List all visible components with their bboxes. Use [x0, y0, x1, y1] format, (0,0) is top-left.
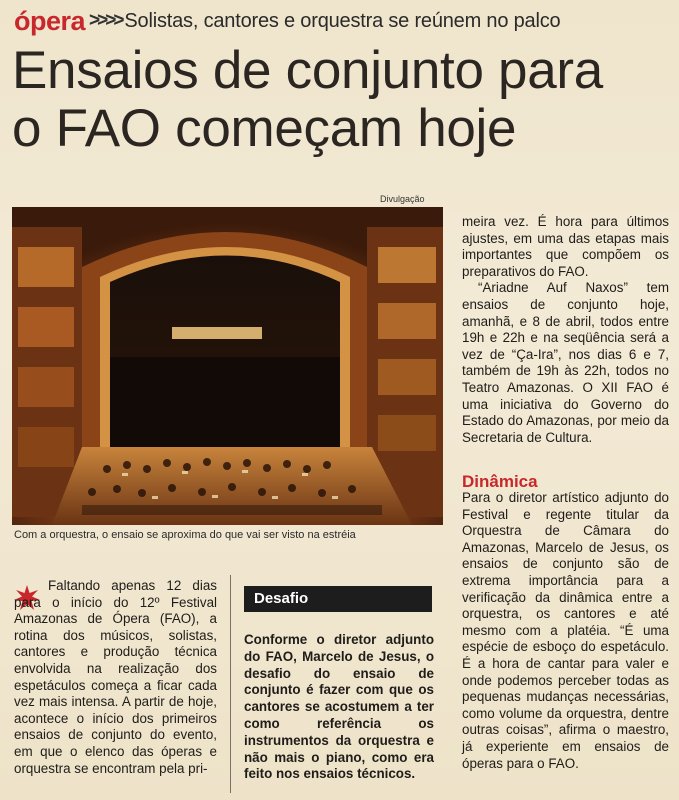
kicker-arrows: >>>> [89, 10, 122, 31]
schedule-paragraph: “Ariadne Auf Naxos” tem ensaios de conjunto hoje, amanhã, e 8 de abril, todos entre 19h e 22h e na seqüência será a vez de “Ça-Ira”, nos dias 6 e 7, também de 19h às 22h, todos no Teatro Amazonas. O XII FAO é uma iniciativa do Governo do Estado do Amazonas, por meio da Secretaria de Cultura. [462, 280, 669, 445]
right-column-top [462, 214, 669, 446]
headline-line-1: Ensaios de conjunto para [12, 41, 603, 100]
photo-caption: Com a orquestra, o ensaio se aproxima do que vai ser visto na estréia [14, 529, 356, 541]
lead-paragraph [14, 578, 217, 777]
headline-line-2: o FAO começam hoje [12, 99, 517, 158]
theater-illustration [12, 207, 443, 525]
subhead-dinamica: Dinâmica [462, 472, 538, 491]
lead-column [14, 578, 217, 777]
section-kicker [14, 6, 560, 36]
section-name: ópera [14, 5, 86, 36]
sidebar-text: Conforme o diretor adjunto do FAO, Marcelo de Jesus, o desafio do ensaio de conjunto é fazer com que os cantores se acostumem a ter como referência os instrumentos da orquestra e não mais o piano, como era feito nos ensaios técnicos. [244, 632, 434, 782]
continuation-paragraph: meira vez. É hora para últimos ajustes, em uma das etapas mais importantes que compõem os preparativos do FAO. [462, 214, 669, 279]
theater-photo [12, 207, 443, 525]
right-column-bottom [462, 490, 669, 772]
headline [12, 42, 672, 158]
dinamica-paragraph: Para o diretor artístico adjunto do Festival e regente titular da Orquestra de Câmara do Amazonas, Marcelo de Jesus, os ensaios de conjunto são de extrema importância para a verificação da dinâmica entre a orquestra, os cantores e até mesmo com a platéia. “É uma espécie de esboço do espetáculo. É a hora de cantar para valer e onde podemos perceber todas as pequenas mudanças necessárias, como volume da orquestra, dentre outras coisas”, afirma o maestro, já experiente em ensaios de óperas para o FAO. [462, 490, 669, 771]
column-divider [230, 575, 231, 793]
sidebar-label: Desafio [244, 586, 432, 612]
photo-credit: Divulgação [380, 194, 425, 204]
kicker-subtitle: Solistas, cantores e orquestra se reúnem no palco [124, 9, 561, 32]
lead-text: Faltando apenas 12 dias para o início do 12º Festival Amazonas de Ópera (FAO), a rotina dos músicos, solistas, cantores e produção técnica envolvida na realização dos espetáculos começa a ficar cada vez mais intensa. A partir de hoje, acontece o início dos primeiros ensaios de conjunto do evento, em que o elenco das óperas e orquestra se encontram pela pri- [14, 578, 217, 776]
